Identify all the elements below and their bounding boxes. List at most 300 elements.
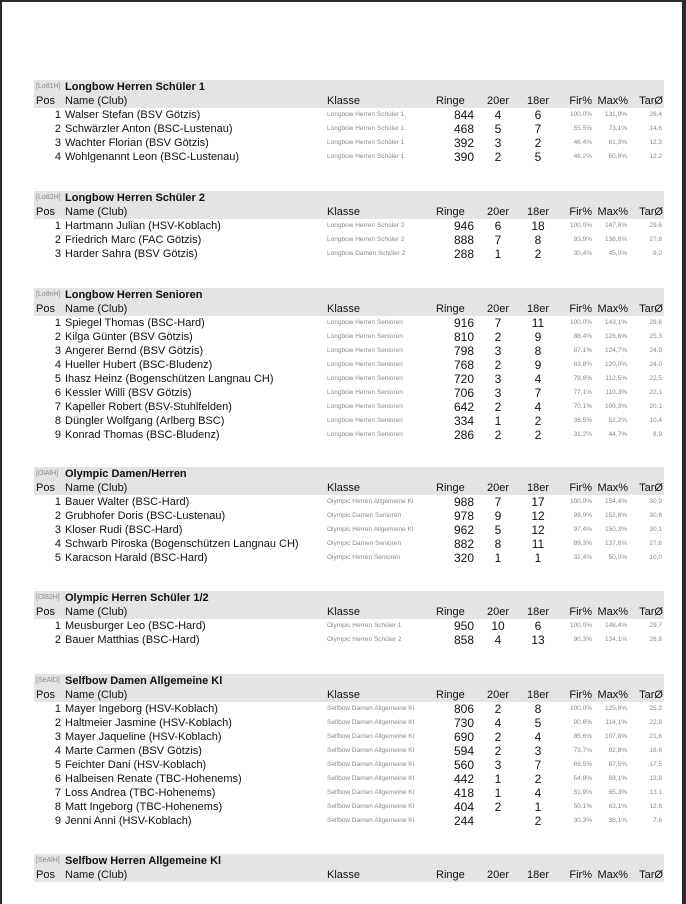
cell-max: 60,9% [608,153,627,160]
section-rows [34,219,664,261]
cell-18er: 9 [534,358,542,372]
cell-fir: 100,0% [569,622,592,629]
column-header-row [34,94,664,108]
cell-klasse: Longbow Herren Senioren [327,431,403,438]
column-header-row [34,205,664,219]
cell-max: 138,8% [604,236,627,243]
cell-klasse: Olympic Damen Senioren [327,540,402,547]
cell-klasse: Longbow Herren Schüler 1 [327,153,405,160]
cell-tar: 12,2 [649,153,662,160]
results-section [34,467,664,565]
cell-max: 137,8% [604,540,627,547]
cell-pos: 2 [54,717,61,729]
cell-max: 148,4% [604,622,627,629]
column-header-klasse: Klasse [327,206,361,218]
cell-20er: 9 [494,509,502,523]
cell-ringe: 560 [453,758,474,772]
results-page [2,2,682,904]
cell-pos: 2 [54,510,61,522]
cell-max: 65,3% [608,789,627,796]
column-header-row [34,605,664,619]
cell-pos: 8 [54,415,61,427]
column-header-name: Name (Club) [65,482,128,494]
table-row [34,523,664,537]
section-title: Selfbow Damen Allgemeine Kl [65,675,223,687]
results-section [34,591,664,647]
table-row [34,316,664,330]
cell-name-club: Feichter Dani (HSV-Koblach) [65,759,207,771]
table-row [34,730,664,744]
table-row [34,758,664,772]
cell-tar: 22,8 [649,719,662,726]
section-title: Olympic Damen/Herren [65,468,187,480]
section-code: [Lo81H] [36,83,61,90]
table-row [34,233,664,247]
cell-ringe: 950 [453,619,474,633]
column-header-18er: 18er [526,689,550,701]
cell-klasse: Longbow Herren Senioren [327,375,403,382]
cell-pos: 3 [54,137,61,149]
cell-tar: 13,1 [649,789,662,796]
cell-fir: 87,1% [573,347,592,354]
cell-20er: 3 [494,344,502,358]
cell-max: 110,3% [605,389,627,396]
cell-fir: 73,7% [573,747,592,754]
section-header [34,467,664,495]
cell-max: 73,1% [608,125,627,132]
cell-klasse: Longbow Herren Senioren [327,361,403,368]
column-header-max: Max% [597,303,628,315]
cell-20er: 1 [494,551,502,565]
column-header-klasse: Klasse [327,606,361,618]
cell-name-club: Bauer Walter (BSC-Hard) [65,496,190,508]
table-row [34,537,664,551]
cell-pos: 5 [54,759,61,771]
cell-ringe: 244 [453,814,474,828]
cell-name-club: Haltmeier Jasmine (HSV-Koblach) [65,717,232,729]
cell-tar: 25,3 [649,333,662,340]
cell-ringe: 418 [453,786,474,800]
cell-name-club: Kilga Günter (BSV Götzis) [65,331,193,343]
column-header-ringe: Ringe [436,206,465,218]
table-row [34,428,664,442]
cell-tar: 22,1 [649,389,662,396]
table-row [34,702,664,716]
table-row [34,633,664,647]
cell-pos: 1 [54,317,61,329]
cell-klasse: Selfbow Damen Allgemeine Kl [327,747,415,754]
cell-tar: 26,8 [649,636,662,643]
column-header-18er: 18er [526,95,550,107]
cell-name-club: Loss Andrea (TBC-Hohenems) [65,787,216,799]
column-header-ringe: Ringe [436,689,465,701]
cell-fir: 100,0% [569,705,592,712]
cell-pos: 4 [54,745,61,757]
table-row [34,772,664,786]
cell-pos: 7 [54,401,61,413]
cell-20er: 2 [494,730,502,744]
cell-klasse: Olympic Herren Schüler 2 [327,636,402,643]
cell-name-club: Meusburger Leo (BSC-Hard) [65,620,206,632]
cell-20er: 2 [494,744,502,758]
cell-pos: 3 [54,345,61,357]
cell-ringe: 978 [453,509,474,523]
table-row [34,150,664,164]
table-row [34,716,664,730]
cell-fir: 100,0% [569,111,592,118]
table-row [34,814,664,828]
cell-ringe: 888 [453,233,474,247]
cell-name-club: Wohlgenannt Leon (BSC-Lustenau) [65,151,240,163]
cell-tar: 28,6 [649,319,662,326]
cell-pos: 1 [54,220,61,232]
cell-tar: 12,6 [649,803,662,810]
cell-ringe: 390 [453,150,474,164]
cell-18er: 9 [534,330,542,344]
cell-ringe: 946 [453,219,474,233]
cell-20er: 5 [494,122,502,136]
cell-ringe: 392 [453,136,474,150]
cell-pos: 5 [54,552,61,564]
cell-pos: 8 [54,801,61,813]
cell-fir: 90,6% [573,719,592,726]
column-header-name: Name (Club) [65,606,128,618]
cell-20er: 2 [494,330,502,344]
cell-tar: 7,6 [652,817,662,824]
cell-fir: 32,4% [573,554,592,561]
cell-max: 44,7% [608,431,627,438]
cell-18er: 18 [531,219,545,233]
cell-18er: 2 [534,136,542,150]
cell-klasse: Selfbow Damen Allgemeine Kl [327,789,415,796]
cell-name-club: Düngler Wolfgang (Arlberg BSC) [65,415,225,427]
cell-fir: 100,0% [569,498,592,505]
cell-18er: 5 [534,716,542,730]
section-header [34,288,664,316]
cell-tar: 29,7 [649,622,662,629]
cell-tar: 21,6 [649,733,662,740]
cell-name-club: Kapeller Robert (BSV-Stuhlfelden) [65,401,232,413]
section-code: [Ol82H] [36,594,60,601]
cell-tar: 24,0 [649,361,662,368]
cell-20er: 6 [494,219,502,233]
cell-pos: 3 [54,731,61,743]
column-header-ringe: Ringe [436,869,465,881]
cell-max: 100,3% [604,403,627,410]
cell-fir: 99,0% [573,512,592,519]
column-header-name: Name (Club) [65,206,128,218]
cell-name-club: Jenni Anni (HSV-Koblach) [65,815,192,827]
cell-name-club: Ihasz Heinz (Bogenschützen Langnau CH) [65,373,274,385]
section-rows [34,495,664,565]
cell-ringe: 858 [453,633,474,647]
cell-pos: 1 [54,620,61,632]
section-title-row [34,191,664,205]
cell-fir: 85,6% [573,733,592,740]
results-section [34,191,664,261]
results-section [34,288,664,442]
cell-18er: 7 [534,386,542,400]
cell-18er: 8 [534,233,542,247]
cell-max: 107,8% [604,733,627,740]
cell-fir: 46,2% [573,153,592,160]
cell-name-club: Schwärzler Anton (BSC-Lustenau) [65,123,233,135]
table-row [34,744,664,758]
column-header-pos: Pos [36,689,55,701]
cell-pos: 2 [54,234,61,246]
cell-name-club: Matt Ingeborg (TBC-Hohenems) [65,801,223,813]
section-title-row [34,674,664,688]
column-header-fir: Fir% [569,869,592,881]
cell-max: 126,6% [604,333,627,340]
cell-max: 114,1% [605,719,627,726]
cell-pos: 6 [54,387,61,399]
section-title-row [34,288,664,302]
cell-ringe: 642 [453,400,474,414]
cell-klasse: Longbow Herren Senioren [327,403,403,410]
table-row [34,358,664,372]
cell-name-club: Halbeisen Renate (TBC-Hohenems) [65,773,242,785]
cell-max: 134,1% [604,636,627,643]
cell-20er: 2 [494,358,502,372]
cell-ringe: 916 [453,316,474,330]
cell-20er: 3 [494,136,502,150]
cell-20er: 5 [494,523,502,537]
cell-pos: 9 [54,429,61,441]
cell-name-club: Harder Sahra (BSV Götzis) [65,248,198,260]
cell-name-club: Angerer Bernd (BSV Götzis) [65,345,204,357]
column-header-18er: 18er [526,482,550,494]
cell-18er: 4 [534,372,542,386]
cell-klasse: Longbow Herren Schüler 1 [327,139,405,146]
column-header-name: Name (Club) [65,95,128,107]
cell-18er: 6 [534,108,542,122]
cell-18er: 2 [534,428,542,442]
section-title: Selfbow Herren Allgemeine Kl [65,855,222,867]
cell-pos: 4 [54,538,61,550]
cell-18er: 2 [534,247,542,261]
column-header-tar: TarØ [639,606,663,618]
cell-klasse: Olympic Herren Allgemeine Kl [327,498,414,505]
cell-18er: 11 [531,537,545,551]
cell-18er: 2 [534,814,542,828]
cell-max: 131,9% [604,111,627,118]
column-header-20er: 20er [486,869,510,881]
cell-20er: 1 [494,414,502,428]
cell-fir: 77,1% [573,389,592,396]
cell-name-club: Hueller Hubert (BSC-Bludenz) [65,359,213,371]
cell-klasse: Longbow Herren Senioren [327,347,403,354]
cell-ringe: 334 [453,414,474,428]
cell-20er: 7 [494,495,502,509]
cell-name-club: Friedrich Marc (FAC Götzis) [65,234,202,246]
cell-klasse: Longbow Herren Senioren [327,389,403,396]
cell-fir: 51,9% [573,789,592,796]
cell-tar: 14,6 [649,125,662,132]
cell-ringe: 288 [453,247,474,261]
table-row [34,108,664,122]
section-header [34,674,664,702]
column-header-18er: 18er [526,303,550,315]
cell-ringe: 810 [453,330,474,344]
column-header-tar: TarØ [639,206,663,218]
cell-tar: 18,6 [649,747,662,754]
cell-klasse: Selfbow Damen Allgemeine Kl [327,705,415,712]
section-code: [Lo8nH] [36,291,61,298]
cell-klasse: Selfbow Damen Allgemeine Kl [327,775,415,782]
column-header-row [34,302,664,316]
table-row [34,136,664,150]
table-row [34,330,664,344]
cell-20er: 3 [494,758,502,772]
cell-fir: 55,5% [573,125,592,132]
cell-name-club: Kessler Willi (BSV Götzis) [65,387,192,399]
table-row [34,551,664,565]
cell-ringe: 690 [453,730,474,744]
cell-fir: 97,4% [573,526,592,533]
table-row [34,509,664,523]
cell-18er: 4 [534,400,542,414]
cell-fir: 30,3% [573,817,592,824]
cell-name-club: Walser Stefan (BSV Götzis) [65,109,201,121]
cell-20er: 1 [494,772,502,786]
cell-ringe: 720 [453,372,474,386]
column-header-18er: 18er [526,606,550,618]
cell-max: 125,9% [604,705,627,712]
section-code: [OlAlH] [36,470,59,477]
cell-pos: 5 [54,373,61,385]
cell-klasse: Longbow Herren Senioren [327,417,403,424]
cell-tar: 25,2 [649,705,662,712]
cell-18er: 2 [534,414,542,428]
cell-max: 92,8% [608,747,627,754]
cell-18er: 2 [534,772,542,786]
column-header-max: Max% [597,689,628,701]
column-header-fir: Fir% [569,482,592,494]
cell-tar: 30,1 [649,526,662,533]
column-header-max: Max% [597,206,628,218]
cell-fir: 89,3% [573,540,592,547]
cell-18er: 3 [534,744,542,758]
section-title-row [34,467,664,481]
cell-max: 45,0% [608,250,627,257]
cell-fir: 54,8% [573,775,592,782]
cell-18er: 11 [531,316,545,330]
table-row [34,344,664,358]
cell-name-club: Schwarb Piroska (Bogenschützen Langnau CH) [65,538,299,550]
cell-tar: 26,4 [649,111,662,118]
cell-pos: 2 [54,123,61,135]
column-header-klasse: Klasse [327,303,361,315]
cell-fir: 50,1% [573,803,592,810]
cell-fir: 69,5% [573,761,592,768]
column-header-pos: Pos [36,303,55,315]
cell-20er: 2 [494,150,502,164]
column-header-pos: Pos [36,206,55,218]
cell-tar: 9,0 [652,250,662,257]
column-header-20er: 20er [486,95,510,107]
column-header-tar: TarØ [639,303,663,315]
section-header [34,80,664,108]
cell-fir: 90,3% [573,636,592,643]
column-header-row [34,481,664,495]
cell-ringe: 768 [453,358,474,372]
cell-name-club: Wachter Florian (BSV Götzis) [65,137,209,149]
cell-name-club: Grubhofer Doris (BSC-Lustenau) [65,510,226,522]
cell-pos: 1 [54,703,61,715]
cell-klasse: Selfbow Damen Allgemeine Kl [327,803,415,810]
cell-20er: 1 [494,247,502,261]
cell-max: 69,1% [608,775,627,782]
cell-tar: 29,6 [649,222,662,229]
cell-klasse: Selfbow Damen Allgemeine Kl [327,719,415,726]
cell-ringe: 320 [453,551,474,565]
cell-20er: 8 [494,537,502,551]
cell-fir: 46,4% [573,139,592,146]
cell-tar: 27,6 [649,540,662,547]
column-header-pos: Pos [36,95,55,107]
cell-18er: 17 [531,495,545,509]
cell-18er: 12 [531,509,545,523]
column-header-ringe: Ringe [436,606,465,618]
cell-max: 61,3% [608,139,627,146]
cell-ringe: 730 [453,716,474,730]
section-title-row [34,80,664,94]
cell-name-club: Hartmann Julian (HSV-Koblach) [65,220,221,232]
cell-18er: 7 [534,122,542,136]
cell-18er: 12 [531,523,545,537]
table-row [34,414,664,428]
column-header-klasse: Klasse [327,482,361,494]
column-header-18er: 18er [526,869,550,881]
cell-18er: 5 [534,150,542,164]
cell-pos: 3 [54,248,61,260]
cell-max: 38,1% [608,817,627,824]
cell-name-club: Marte Carmen (BSV Götzis) [65,745,202,757]
table-row [34,247,664,261]
cell-tar: 17,5 [649,761,662,768]
cell-20er: 1 [494,786,502,800]
cell-name-club: Mayer Ingeborg (HSV-Koblach) [65,703,218,715]
cell-tar: 8,9 [652,431,662,438]
section-code: [Lo82H] [36,194,61,201]
cell-20er: 2 [494,800,502,814]
section-header [34,591,664,619]
cell-klasse: Longbow Herren Senioren [327,319,403,326]
cell-klasse: Longbow Damen Schüler 2 [327,250,406,257]
cell-name-club: Spiegel Thomas (BSC-Hard) [65,317,205,329]
cell-pos: 3 [54,524,61,536]
section-rows [34,316,664,442]
cell-fir: 83,8% [573,361,592,368]
column-header-tar: TarØ [639,95,663,107]
cell-max: 150,3% [604,526,627,533]
cell-20er: 4 [494,716,502,730]
cell-20er: 2 [494,400,502,414]
cell-name-club: Bauer Matthias (BSC-Hard) [65,634,200,646]
column-header-fir: Fir% [569,303,592,315]
cell-18er: 7 [534,758,542,772]
table-row [34,386,664,400]
cell-max: 154,4% [604,498,627,505]
column-header-max: Max% [597,869,628,881]
cell-pos: 7 [54,787,61,799]
column-header-pos: Pos [36,482,55,494]
table-row [34,619,664,633]
cell-fir: 100,0% [569,319,592,326]
table-row [34,122,664,136]
column-header-tar: TarØ [639,482,663,494]
